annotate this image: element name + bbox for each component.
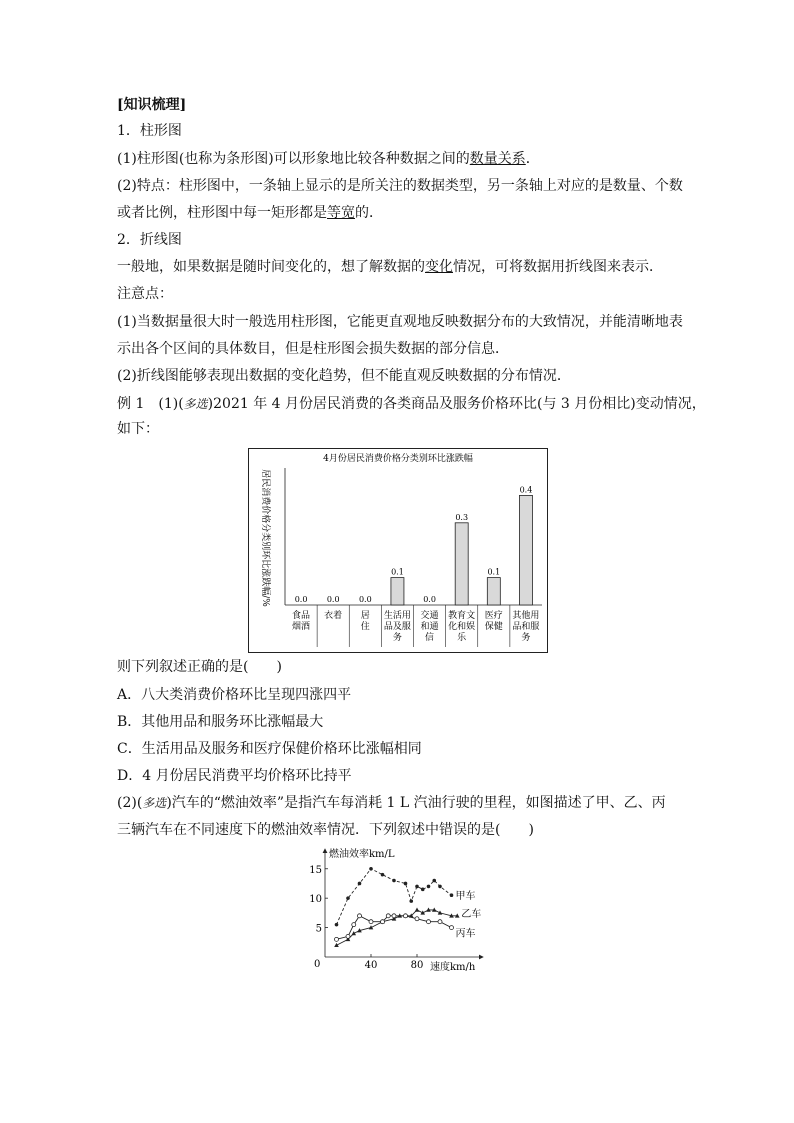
line-chart-series: [334, 867, 481, 947]
series-point: [369, 920, 373, 924]
item1-para1: [117, 150, 540, 168]
bar-category-label: 居: [360, 611, 370, 621]
series-point: [334, 943, 339, 947]
series-name-label: 丙车: [455, 928, 476, 940]
bar-category-label: 教育文: [448, 611, 476, 621]
option-c: C．生活用品及服务和医疗保健价格环比涨幅相同: [117, 741, 422, 757]
bar-category-label: 务: [521, 633, 531, 643]
series-point: [386, 914, 390, 918]
series-name-label: 甲车: [455, 891, 476, 903]
bar-4: [391, 578, 404, 605]
line-chart: [305, 843, 500, 973]
series-line-2: [337, 910, 458, 945]
item2-title: 2．折线图: [117, 232, 182, 248]
x-tick-label: 40: [364, 960, 378, 971]
series-point: [358, 882, 362, 886]
item1-title: 1．柱形图: [117, 123, 182, 139]
item1-para1-text: (1)柱形图(也称为条形图)可以形象地比较各种数据之间的: [117, 151, 470, 167]
note2: (2)折线图能够表现出数据的变化趋势，但不能直观反映数据的分布情况．: [117, 368, 571, 384]
item2-para1-text: 一般地，如果数据是随时间变化的，想了解数据的: [117, 259, 425, 275]
bar-category-label: 衣着: [324, 611, 343, 621]
item1-para1-end: ．: [525, 151, 540, 167]
multi-select-tag-2: 多选: [142, 796, 167, 810]
option-d: D．4 月份居民消费平均价格环比持平: [117, 768, 352, 784]
series-point: [438, 885, 442, 889]
series-point: [346, 934, 350, 938]
series-point: [421, 888, 425, 892]
bar-value-label: 0.0: [358, 595, 372, 604]
bar-value-label: 0.0: [326, 595, 340, 604]
bar-value-label: 0.1: [487, 567, 501, 577]
bar-category-label: 品和服: [512, 622, 540, 632]
series-point: [432, 879, 436, 883]
example-q1-text: )2021 年 4 月份居民消费的各类商品及服务价格环比(与 3 月份相比)变动情况，: [207, 396, 706, 412]
item1-para2-cont: [117, 204, 383, 222]
bar-category-label: 和通: [420, 622, 439, 632]
series-point: [450, 926, 454, 930]
bar-category-label: 乐: [457, 633, 467, 643]
item2-para1-end: 情况，可将数据用折线图来表示．: [453, 259, 663, 275]
note1-cont: 示出各个区间的具体数目，但是柱形图会损失数据的部分信息．: [117, 341, 509, 357]
item1-para2: (2)特点：柱形图中，一条轴上显示的是所关注的数据类型，另一条轴上对应的是数量、个数: [117, 178, 683, 194]
bar-category-label: 品及服: [383, 622, 411, 632]
series-point: [369, 925, 374, 929]
bar-chart: [248, 448, 548, 653]
x-tick-label: 80: [410, 960, 424, 971]
bar-category-label: 生活用: [383, 611, 411, 621]
line-chart-y-label: 燃油效率km/L: [329, 849, 395, 860]
bar-value-label: 0.1: [391, 567, 404, 577]
series-point: [420, 910, 425, 914]
example-q2-cont: 三辆汽车在不同速度下的燃油效率情况．下列叙述中错误的是( ): [117, 822, 534, 838]
bar-value-label: 0.0: [423, 595, 436, 604]
series-point: [392, 879, 396, 883]
example-q1-stem: 则下列叙述正确的是( ): [117, 659, 282, 675]
y-tick-label: 10: [309, 894, 322, 906]
series-point: [351, 931, 356, 935]
item2-para1: [117, 258, 663, 276]
series-point: [352, 923, 356, 927]
item1-para2-blank: 等宽: [327, 205, 355, 221]
bar-category-label: 医疗: [484, 611, 503, 621]
series-point: [369, 867, 373, 871]
series-point: [438, 910, 443, 914]
series-point: [415, 917, 419, 921]
series-point: [427, 920, 431, 924]
bar-value-label: 0.0: [294, 595, 308, 604]
bar-value-label: 0.4: [519, 485, 533, 495]
bar-category-label: 其他用: [512, 611, 540, 621]
bar-value-label: 0.3: [455, 512, 469, 522]
line-chart-origin: 0: [314, 959, 321, 970]
series-point: [450, 893, 454, 897]
example-label: 例 1 (1)(: [117, 396, 184, 412]
bar-category-label: 化和娱: [448, 622, 476, 632]
series-name-label: 乙车: [461, 908, 482, 920]
series-point: [346, 896, 350, 900]
series-point: [415, 885, 419, 889]
series-point: [438, 920, 442, 924]
example-q2-label: (2)(: [117, 795, 143, 811]
series-point: [415, 908, 420, 912]
item1-para1-blank: 数量关系: [469, 151, 526, 167]
bar-category-label: 烟酒: [292, 622, 311, 632]
section-heading: [知识梳理]: [117, 97, 187, 113]
bar-category-label: 交通: [420, 611, 439, 621]
bar-category-label: 信: [425, 633, 435, 643]
series-point: [404, 882, 408, 886]
bar-category-label: 保健: [484, 622, 503, 632]
series-point: [392, 914, 396, 918]
bar-7: [487, 578, 500, 605]
bar-category-label: 住: [360, 622, 370, 632]
bar-chart-y-label: 居民消费价格分类别环比涨跌幅/%: [260, 469, 270, 607]
bar-8: [519, 495, 532, 605]
series-point: [335, 923, 339, 927]
item2-para1-blank: 变化: [425, 259, 453, 275]
series-point: [381, 920, 385, 924]
example-q1: [117, 395, 706, 413]
item1-para2-text: 或者比例，柱形图中每一矩形都是: [117, 205, 327, 221]
item1-para2-end: 的．: [355, 205, 383, 221]
y-tick-label: 15: [309, 864, 322, 876]
series-point: [409, 899, 413, 903]
bar-category-label: 食品: [292, 611, 311, 621]
y-tick-label: 5: [315, 923, 322, 935]
bar-chart-title: 4月份居民消费价格分类别环比涨跌幅: [323, 454, 473, 464]
bar-6: [455, 523, 468, 605]
example-q2-text: )汽车的“燃油效率”是指汽车每消耗 1 L 汽油行驶的里程，如图描述了甲、乙、丙: [166, 795, 666, 811]
option-b: B．其他用品和服务环比涨幅最大: [117, 714, 324, 730]
series-point: [358, 914, 362, 918]
example-q2: [117, 794, 666, 812]
line-chart-x-label: 速度km/h: [430, 962, 476, 973]
series-point: [404, 914, 408, 918]
series-point: [335, 937, 339, 941]
bar-category-label: 务: [392, 633, 402, 643]
multi-select-tag: 多选: [183, 397, 208, 411]
series-point: [427, 885, 431, 889]
example-q1-cont: 如下：: [117, 421, 159, 437]
series-point: [381, 873, 385, 877]
notes-title: 注意点：: [117, 286, 173, 302]
option-a: A．八大类消费价格环比呈现四涨四平: [117, 687, 352, 703]
note1: (1)当数据量很大时一般选用柱形图，它能更直观地反映数据分布的大致情况，并能清晰地表: [117, 314, 683, 330]
